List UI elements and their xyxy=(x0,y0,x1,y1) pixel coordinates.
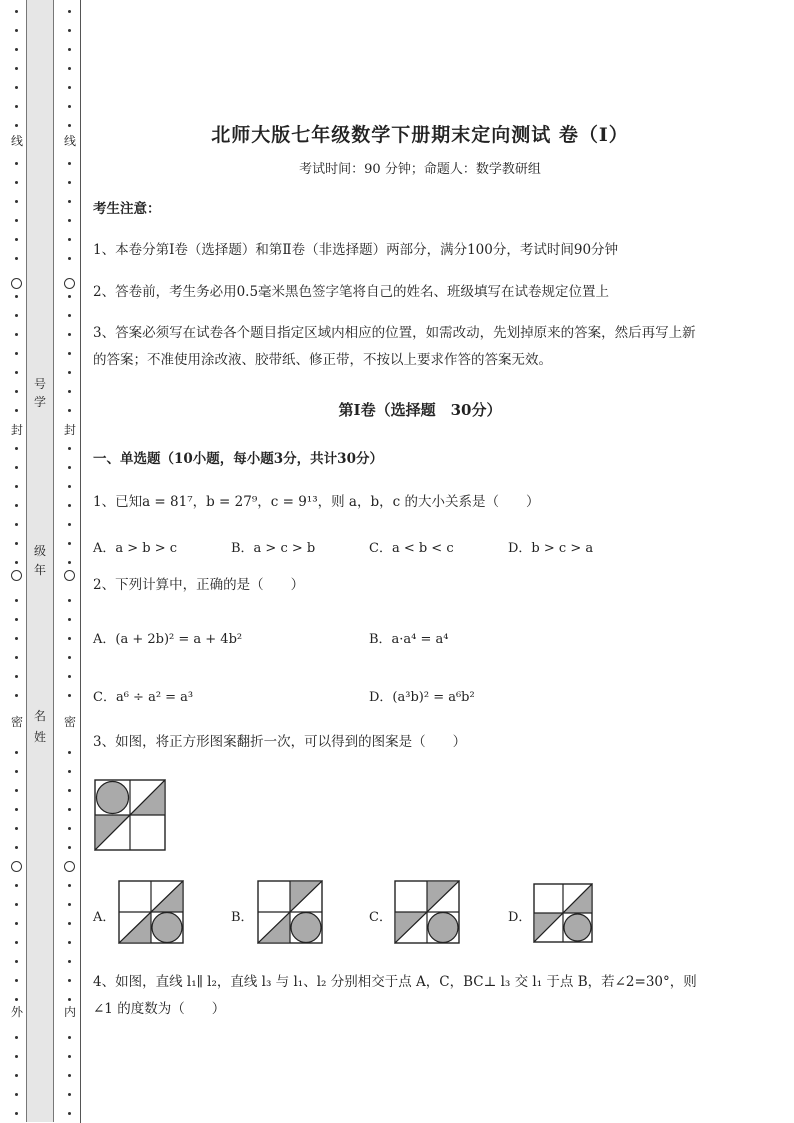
binding-dot xyxy=(15,105,18,108)
binding-dot xyxy=(68,941,71,944)
strip-field-hao: 号 xyxy=(33,377,46,391)
binding-dot xyxy=(68,903,71,906)
binding-dot xyxy=(15,675,18,678)
q3-main-figure xyxy=(94,779,166,851)
binding-dot xyxy=(68,751,71,754)
binding-dot xyxy=(15,656,18,659)
strip-field-nian: 年 xyxy=(33,563,46,577)
binding-dot xyxy=(15,48,18,51)
inner-label-feng: 封 xyxy=(63,423,76,437)
section-title: 第Ⅰ卷（选择题 30分） xyxy=(338,401,502,419)
q3-option-c-label: C． xyxy=(369,910,392,925)
binding-dot xyxy=(15,960,18,963)
binding-dot xyxy=(15,1036,18,1039)
binding-dot xyxy=(68,523,71,526)
binding-dot xyxy=(68,637,71,640)
binding-dot xyxy=(15,1093,18,1096)
q2-option-b: B．a·a⁴ = a⁴ xyxy=(369,632,449,647)
binding-dot xyxy=(68,1074,71,1077)
binding-dot xyxy=(68,1112,71,1115)
note-item-3-cont: 的答案；不准使用涂改液、胶带纸、修正带，不按以上要求作答的答案无效。 xyxy=(93,352,552,368)
binding-dot xyxy=(15,219,18,222)
q3-option-c-figure xyxy=(394,880,460,944)
outer-dotted-column xyxy=(9,0,25,1123)
binding-dot xyxy=(15,67,18,70)
binding-dot xyxy=(15,447,18,450)
binding-dot xyxy=(15,200,18,203)
binding-dot xyxy=(68,770,71,773)
q3-stem: 3、如图，将正方形图案翻折一次，可以得到的图案是（ ） xyxy=(93,734,467,750)
binding-dot xyxy=(15,637,18,640)
binding-dot xyxy=(15,922,18,925)
binding-dot xyxy=(15,504,18,507)
binding-dot xyxy=(15,333,18,336)
binding-dot xyxy=(68,979,71,982)
binding-dot xyxy=(68,333,71,336)
binding-dot xyxy=(68,485,71,488)
q1-stem: 1、已知a = 81⁷，b = 27⁹，c = 9¹³，则 a，b，c 的大小关系是（ ） xyxy=(93,494,540,510)
q4-stem-line2: ∠1 的度数为（ ） xyxy=(93,1001,226,1017)
binding-dot xyxy=(68,200,71,203)
inner-label-nei: 内 xyxy=(63,1005,76,1019)
binding-dot xyxy=(15,542,18,545)
exam-subtitle: 考试时间：90 分钟；命题人：数学教研组 xyxy=(299,162,541,177)
binding-dot xyxy=(15,903,18,906)
q3-option-a-label: A． xyxy=(93,910,116,925)
binding-dot xyxy=(68,656,71,659)
binding-dot xyxy=(68,1036,71,1039)
binding-dot xyxy=(68,561,71,564)
binding-dot xyxy=(68,827,71,830)
binding-dot xyxy=(68,295,71,298)
binding-dot xyxy=(15,352,18,355)
q3-option-b-figure xyxy=(257,880,323,944)
binding-dot xyxy=(15,808,18,811)
strip-field-xue: 学 xyxy=(33,395,46,409)
binding-dot xyxy=(68,257,71,260)
q1-option-c: C．a < b < c xyxy=(369,541,454,556)
binding-dot xyxy=(68,466,71,469)
inner-label-mi: 密 xyxy=(63,715,76,729)
q1-option-b: B．a > c > b xyxy=(231,541,316,556)
binding-dot xyxy=(68,618,71,621)
note-item-3: 3、答案必须写在试卷各个题目指定区域内相应的位置，如需改动，先划掉原来的答案，然后再写上新 xyxy=(93,325,696,341)
binding-dot xyxy=(68,409,71,412)
binding-dot xyxy=(15,694,18,697)
binding-dot xyxy=(68,960,71,963)
binding-dot xyxy=(68,504,71,507)
binding-dot xyxy=(68,238,71,241)
binding-dot xyxy=(15,941,18,944)
binding-dot xyxy=(68,48,71,51)
binding-dot xyxy=(68,390,71,393)
binding-dot xyxy=(15,485,18,488)
outer-label-xian: 线 xyxy=(10,134,23,148)
binding-dot xyxy=(68,447,71,450)
binding-dot xyxy=(68,124,71,127)
strip-field-xing: 姓 xyxy=(33,730,46,744)
binding-dot xyxy=(15,1112,18,1115)
exam-title: 北师大版七年级数学下册期末定向测试 卷（Ⅰ） xyxy=(211,124,629,146)
binding-dot xyxy=(15,10,18,13)
binding-dot xyxy=(68,314,71,317)
binding-ring-icon xyxy=(64,570,75,581)
binding-dot xyxy=(15,257,18,260)
q1-option-a: A．a > b > c xyxy=(93,541,178,556)
binding-dot xyxy=(15,371,18,374)
binding-dot xyxy=(68,846,71,849)
notes-heading: 考生注意： xyxy=(93,201,161,217)
binding-dot xyxy=(15,523,18,526)
binding-dot xyxy=(15,618,18,621)
binding-dot xyxy=(15,1055,18,1058)
binding-dot xyxy=(15,124,18,127)
q4-stem-line1: 4、如图，直线 l₁∥ l₂，直线 l₃ 与 l₁、l₂ 分别相交于点 A，C，BC⊥ l₃ 交 l₁ 于点 B，若∠2=30°，则 xyxy=(93,974,697,990)
binding-dot xyxy=(68,998,71,1001)
binding-dot xyxy=(68,1055,71,1058)
binding-line xyxy=(80,0,81,1123)
q1-option-d: D．b > c > a xyxy=(508,541,594,556)
binding-dot xyxy=(15,86,18,89)
binding-dot xyxy=(15,789,18,792)
binding-dot xyxy=(15,561,18,564)
binding-dot xyxy=(15,409,18,412)
q2-option-d: D．(a³b)² = a⁶b² xyxy=(369,690,475,705)
binding-ring-icon xyxy=(64,861,75,872)
inner-label-xian: 线 xyxy=(63,134,76,148)
binding-ring-icon xyxy=(64,278,75,289)
binding-dot xyxy=(15,314,18,317)
binding-dot xyxy=(15,390,18,393)
binding-dot xyxy=(68,599,71,602)
q2-option-a: A．(a + 2b)² = a + 4b² xyxy=(93,632,243,647)
binding-dot xyxy=(15,770,18,773)
binding-dot xyxy=(15,29,18,32)
note-item-2: 2、答卷前，考生务必用0.5毫米黑色签字笔将自己的姓名、班级填写在试卷规定位置上 xyxy=(93,284,610,300)
binding-dot xyxy=(68,922,71,925)
binding-dot xyxy=(68,789,71,792)
binding-dot xyxy=(15,181,18,184)
binding-dot xyxy=(68,219,71,222)
q3-option-a-figure xyxy=(118,880,184,944)
binding-dot xyxy=(68,1093,71,1096)
binding-ring-icon xyxy=(11,861,22,872)
binding-dot xyxy=(15,466,18,469)
binding-dot xyxy=(15,295,18,298)
binding-dot xyxy=(15,827,18,830)
binding-dot xyxy=(15,751,18,754)
binding-dot xyxy=(15,846,18,849)
q3-option-d-figure xyxy=(533,883,593,943)
binding-dot xyxy=(15,599,18,602)
strip-field-ming: 名 xyxy=(33,709,46,723)
outer-label-mi: 密 xyxy=(10,715,23,729)
binding-dot xyxy=(68,67,71,70)
binding-dot xyxy=(68,86,71,89)
q2-stem: 2、下列计算中，正确的是（ ） xyxy=(93,577,305,593)
binding-dot xyxy=(68,808,71,811)
q3-option-b-label: B． xyxy=(231,910,254,925)
binding-dot xyxy=(68,105,71,108)
binding-dot xyxy=(15,884,18,887)
binding-ring-icon xyxy=(11,278,22,289)
binding-dot xyxy=(68,29,71,32)
strip-field-ji: 级 xyxy=(33,544,46,558)
binding-ring-icon xyxy=(11,570,22,581)
binding-dot xyxy=(68,162,71,165)
binding-dot xyxy=(15,979,18,982)
binding-dot xyxy=(15,998,18,1001)
binding-dot xyxy=(15,162,18,165)
part-heading: 一、单选题（10小题，每小题3分，共计30分） xyxy=(93,451,383,467)
binding-dot xyxy=(68,10,71,13)
binding-dot xyxy=(15,238,18,241)
inner-dotted-column xyxy=(62,0,78,1123)
q3-option-d-label: D． xyxy=(508,910,532,925)
q2-option-c: C．a⁶ ÷ a² = a³ xyxy=(93,690,194,705)
note-item-1: 1、本卷分第Ⅰ卷（选择题）和第Ⅱ卷（非选择题）两部分，满分100分，考试时间90分钟 xyxy=(93,242,619,258)
binding-dot xyxy=(68,675,71,678)
binding-dot xyxy=(68,542,71,545)
binding-dot xyxy=(68,371,71,374)
outer-label-feng: 封 xyxy=(10,423,23,437)
binding-dot xyxy=(15,1074,18,1077)
outer-label-wai: 外 xyxy=(10,1005,23,1019)
binding-dot xyxy=(68,352,71,355)
binding-dot xyxy=(68,884,71,887)
binding-dot xyxy=(68,181,71,184)
binding-dot xyxy=(68,694,71,697)
